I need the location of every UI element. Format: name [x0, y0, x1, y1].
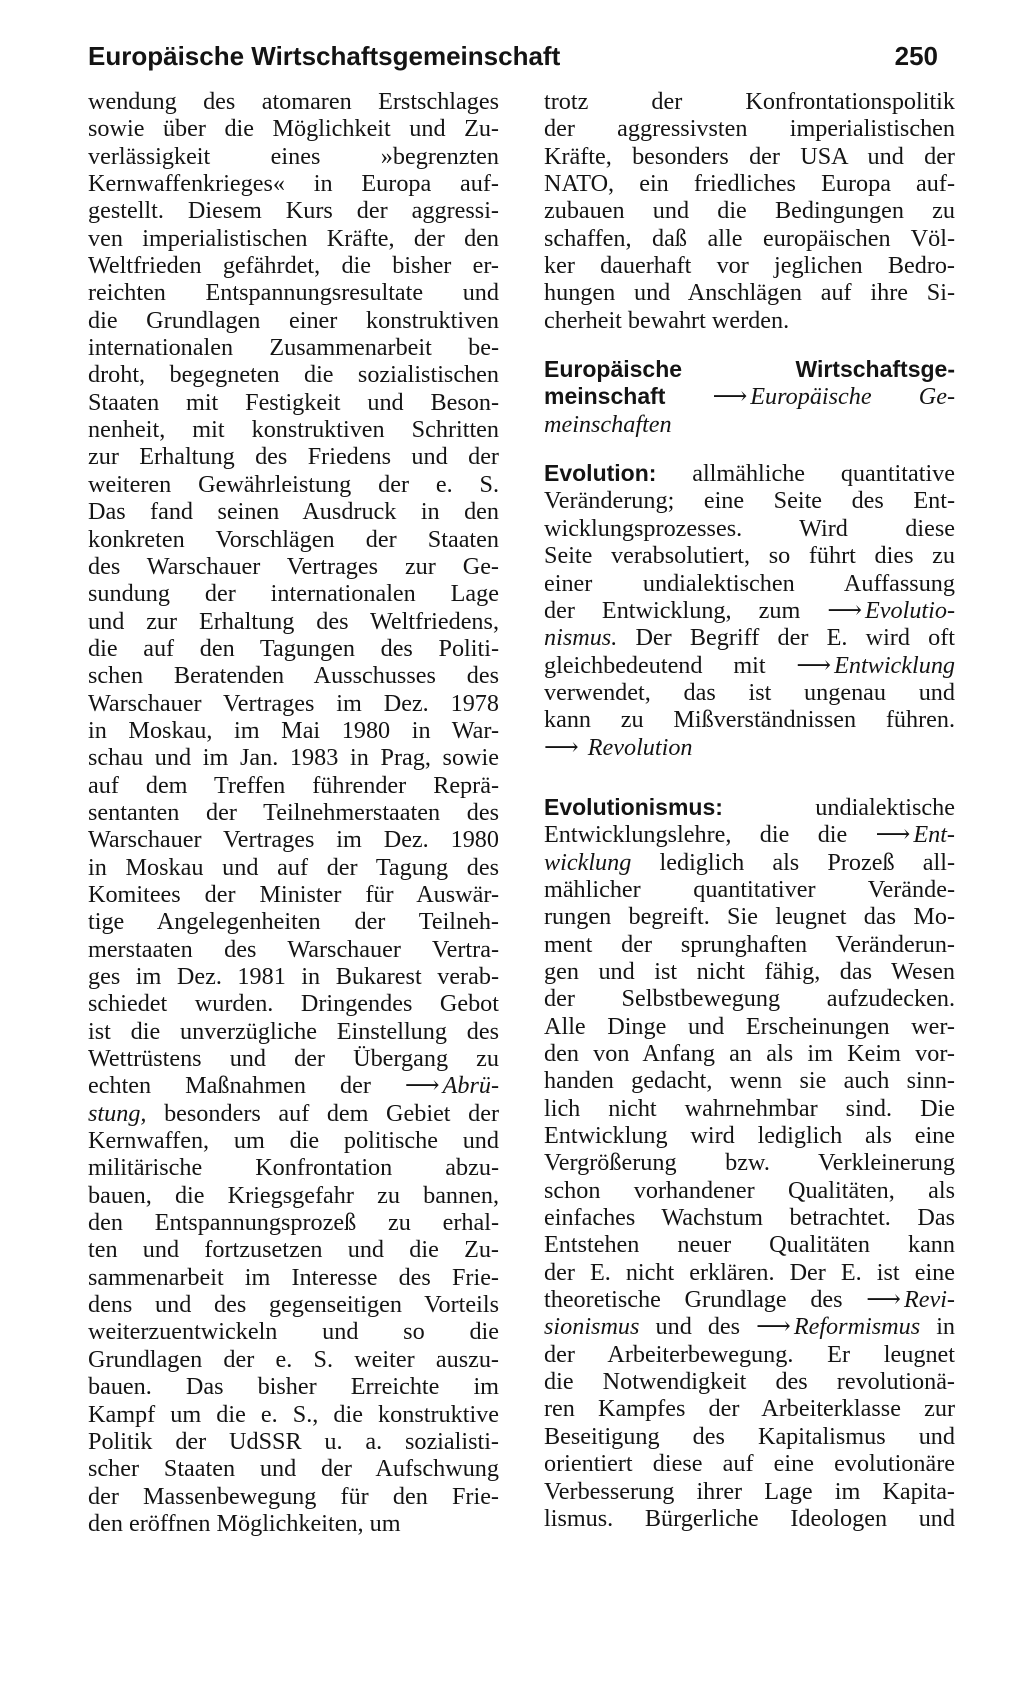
- text-line: Alle Dinge und Erscheinungen wer-: [544, 1012, 955, 1040]
- cross-reference-link[interactable]: Entwicklung: [834, 651, 956, 679]
- text-line: ges im Dez. 1981 in Bukarest verab-: [88, 963, 499, 990]
- text-line: ten und fortzusetzen und die Zu-: [88, 1236, 499, 1264]
- text-line: schaffen, daß alle europäischen Völ-: [544, 224, 955, 252]
- cross-reference-link[interactable]: wicklung: [544, 848, 632, 876]
- text-line: Vergrößerung bzw. Verkleinerung: [544, 1149, 955, 1177]
- text-line: die Grundlagen einer konstruktiven: [88, 306, 499, 334]
- text-line: handen gedacht, wenn sie auch sinn-: [544, 1067, 955, 1095]
- text-line: schau und im Jan. 1983 in Prag, sowie: [88, 744, 499, 772]
- arrow-right-icon: ⟶: [796, 651, 832, 679]
- cross-reference-link[interactable]: Evolutio-: [865, 596, 956, 624]
- arrow-right-icon: ⟶: [544, 733, 579, 761]
- cross-reference-link[interactable]: meinschaften: [544, 410, 672, 438]
- text-line: hungen und Anschlägen auf ihre Si-: [544, 279, 955, 307]
- text-line: [544, 411, 955, 438]
- text-line: [544, 734, 955, 761]
- page-number: 250: [894, 41, 938, 71]
- cross-reference-link[interactable]: nismus.: [544, 624, 618, 652]
- text-line: Grundlagen der e. S. weiter auszu-: [88, 1345, 499, 1373]
- text-line: Seite verabsolutiert, so führt dies zu: [544, 542, 955, 570]
- text-line: zubauen und die Bedingungen zu: [544, 197, 955, 225]
- text-line: scher Staaten und der Aufschwung: [88, 1455, 499, 1483]
- text-line: Wettrüstens und der Übergang zu: [88, 1045, 499, 1073]
- text-line: der Selbstbewegung aufzudecken.: [544, 985, 955, 1013]
- text-line: [544, 794, 955, 821]
- text-line: Kräfte, besonders der USA und der: [544, 142, 955, 170]
- text-line: wendung des atomaren Erstschlages: [88, 88, 499, 115]
- text-line: Weltfrieden gefährdet, die bisher er-: [88, 252, 499, 280]
- text-line: auf dem Treffen führender Reprä-: [88, 771, 499, 799]
- text-line: verwendet, das ist ungenau und: [544, 678, 955, 706]
- text-fragment: Der Begriff der E. wird oft: [635, 624, 956, 652]
- text-line: [544, 624, 955, 651]
- text-line: bauen, die Kriegsgefahr zu bannen,: [88, 1181, 499, 1209]
- cross-reference-link[interactable]: Ent-: [913, 821, 955, 849]
- text-fragment: theoretische Grundlage des: [544, 1286, 843, 1314]
- cross-reference-link[interactable]: stung,: [88, 1099, 147, 1127]
- text-line: internationalen Zusammenarbeit be-: [88, 334, 499, 362]
- text-line: sowie über die Möglichkeit und Zu-: [88, 115, 499, 143]
- text-line: in Moskau, im Mai 1980 in War-: [88, 716, 499, 744]
- cross-reference-link[interactable]: Reformismus: [793, 1313, 921, 1341]
- text-line: einfaches Wachstum betrachtet. Das: [544, 1204, 955, 1232]
- text-line: NATO, ein friedliches Europa auf-: [544, 170, 955, 198]
- text-line: Staaten mit Festigkeit und Beson-: [88, 388, 499, 416]
- text-line: zur Erhaltung des Friedens und der: [88, 443, 499, 471]
- text-line: ven imperialistischen Kräfte, der den: [88, 224, 499, 252]
- text-line: konkreten Vorschlägen der Staaten: [88, 525, 499, 553]
- text-line: orientiert diese auf eine evolutionäre: [544, 1450, 955, 1478]
- arrow-right-icon: ⟶: [404, 1072, 440, 1100]
- entry-term: Evolution:: [544, 460, 657, 487]
- text-line: tige Angelegenheiten der Teilneh-: [88, 908, 499, 936]
- text-line: der aggressivsten imperialistischen: [544, 115, 955, 143]
- text-line: bauen. Das bisher Erreichte im: [88, 1373, 499, 1401]
- text-line: des Warschauer Vertrages zur Ge-: [88, 552, 499, 580]
- text-line: den eröffnen Möglichkeiten, um: [88, 1509, 401, 1537]
- text-line: Kernwaffen, um die politische und: [88, 1127, 499, 1155]
- text-line: schon vorhandener Qualitäten, als: [544, 1176, 955, 1204]
- right-column: [544, 88, 955, 1532]
- text-line: Verbesserung ihrer Lage im Kapita-: [544, 1477, 955, 1505]
- running-header: [88, 36, 938, 76]
- text-line: Beseitigung des Kapitalismus und: [544, 1422, 955, 1450]
- text-line: schen Beratenden Ausschusses des: [88, 662, 499, 690]
- text-line: der Arbeiterbewegung. Er leugnet: [544, 1340, 955, 1368]
- cross-reference-link[interactable]: Revi-: [903, 1286, 955, 1314]
- text-line: dens und des gegenseitigen Vorteils: [88, 1291, 499, 1319]
- text-line: lich nicht wahrnehmbar sind. Die: [544, 1094, 955, 1122]
- arrow-right-icon: ⟶: [756, 1313, 791, 1341]
- text-line: [544, 597, 955, 624]
- text-fragment: in: [936, 1313, 956, 1341]
- text-fragment: allmähliche quantitative: [692, 460, 955, 488]
- arrow-right-icon: ⟶: [827, 596, 862, 624]
- text-fragment: der Entwicklung, zum: [544, 596, 801, 624]
- paragraph-gap: [544, 334, 955, 356]
- text-line: Entwicklung wird lediglich als eine: [544, 1122, 955, 1150]
- text-line: kann zu Mißverständnissen führen.: [544, 706, 955, 734]
- cross-reference-link[interactable]: sionismus: [544, 1313, 640, 1341]
- cross-reference-link[interactable]: Europäische Ge-: [750, 383, 955, 411]
- text-fragment: und des: [655, 1313, 741, 1341]
- text-line: gestellt. Diesem Kurs der aggressi-: [88, 197, 499, 225]
- text-line: lismus. Bürgerliche Ideologen und: [544, 1504, 955, 1532]
- text-fragment: gleichbedeutend mit: [544, 651, 766, 679]
- text-line: Komitees der Minister für Auswär-: [88, 880, 499, 908]
- text-line: sentanten der Teilnehmerstaaten des: [88, 798, 499, 826]
- text-fragment: besonders auf dem Gebiet der: [164, 1099, 499, 1127]
- text-fragment: Entwicklungslehre, die die: [544, 821, 848, 849]
- text-line: einer undialektischen Auffassung: [544, 569, 955, 597]
- text-fragment: echten Maßnahmen der: [88, 1072, 371, 1100]
- text-line: trotz der Konfrontationspolitik: [544, 88, 955, 115]
- text-line: cherheit bewahrt werden.: [544, 306, 790, 334]
- text-line: Kampf um die e. S., die konstruktive: [88, 1400, 499, 1428]
- text-line: [544, 821, 955, 848]
- text-line: reichten Entspannungsresultate und: [88, 279, 499, 307]
- arrow-right-icon: ⟶: [712, 383, 748, 411]
- entry-term: Evolutionismus:: [544, 793, 723, 820]
- text-line: verlässigkeit eines »begrenzten: [88, 142, 499, 170]
- text-line: in Moskau und auf der Tagung des: [88, 853, 499, 881]
- text-line: sundung der internationalen Lage: [88, 580, 499, 608]
- text-line: Entstehen neuer Qualitäten kann: [544, 1231, 955, 1259]
- text-line: Warschauer Vertrages im Dez. 1980: [88, 826, 499, 854]
- entry-term: meinschaft: [544, 383, 666, 410]
- text-line: schiedet wurden. Dringendes Gebot: [88, 990, 499, 1018]
- text-line: nenheit, mit konstruktiven Schritten: [88, 416, 499, 444]
- arrow-right-icon: ⟶: [866, 1286, 901, 1314]
- text-line: militärische Konfrontation abzu-: [88, 1154, 499, 1182]
- text-line: der Massenbewegung für den Frie-: [88, 1482, 499, 1510]
- left-column: [88, 88, 499, 1537]
- text-line: [544, 1313, 955, 1340]
- text-line: [544, 460, 955, 487]
- header-title: Europäische Wirtschaftsgemeinschaft: [88, 41, 561, 71]
- text-line: Warschauer Vertrages im Dez. 1978: [88, 689, 499, 717]
- text-line: mählicher quantitativer Verände-: [544, 875, 955, 903]
- text-line: ren Kampfes der Arbeiterklasse zur: [544, 1395, 955, 1423]
- text-line: [88, 1100, 499, 1127]
- text-line: droht, begegneten die sozialistischen: [88, 361, 499, 389]
- text-fragment: undialektische: [815, 793, 955, 821]
- cross-reference-link[interactable]: Revolution: [587, 733, 693, 761]
- text-line: die Notwendigkeit des revolutionä-: [544, 1368, 955, 1396]
- text-line: weiterzuentwickeln und so die: [88, 1318, 499, 1346]
- text-line: und zur Erhaltung des Weltfriedens,: [88, 607, 499, 635]
- text-fragment: lediglich als Prozeß all-: [659, 848, 956, 876]
- text-line: wicklungsprozesses. Wird diese: [544, 514, 955, 542]
- text-line: die auf den Tagungen des Politi-: [88, 634, 499, 662]
- text-line: [544, 652, 955, 679]
- text-line: [544, 383, 955, 410]
- text-line: Das fand seinen Ausdruck in den: [88, 498, 499, 526]
- text-line: ker dauerhaft vor jeglichen Bedro-: [544, 252, 955, 280]
- text-line: rungen begreift. Sie leugnet das Mo-: [544, 903, 955, 931]
- text-line: [88, 1072, 499, 1099]
- text-line: den von Anfang an als im Keim vor-: [544, 1040, 955, 1067]
- text-line: ist die unverzügliche Einstellung des: [88, 1017, 499, 1045]
- arrow-right-icon: ⟶: [875, 821, 911, 849]
- text-line: [544, 1286, 955, 1313]
- text-line: den Entspannungsprozeß zu erhal-: [88, 1209, 499, 1237]
- paragraph-gap: [544, 761, 955, 794]
- text-line: gen und ist nicht fähig, das Wesen: [544, 957, 955, 985]
- text-line: Veränderung; eine Seite des Ent-: [544, 487, 955, 515]
- text-line: Kernwaffenkrieges« in Europa auf-: [88, 170, 499, 198]
- text-line: der E. nicht erklären. Der E. ist eine: [544, 1258, 955, 1286]
- paragraph-gap: [544, 438, 955, 460]
- text-line: ment der sprunghaften Veränderun-: [544, 930, 955, 958]
- cross-reference-link[interactable]: Abrü-: [442, 1072, 500, 1100]
- text-line: weiteren Gewährleistung der e. S.: [88, 470, 499, 498]
- text-line: sammenarbeit im Interesse des Frie-: [88, 1263, 499, 1291]
- text-line: merstaaten des Warschauer Vertra-: [88, 935, 499, 963]
- text-line: [544, 356, 955, 383]
- text-line: Politik der UdSSR u. a. sozialisti-: [88, 1427, 499, 1455]
- entry-term: Europäische Wirtschaftsge-: [544, 356, 955, 383]
- text-line: [544, 849, 955, 876]
